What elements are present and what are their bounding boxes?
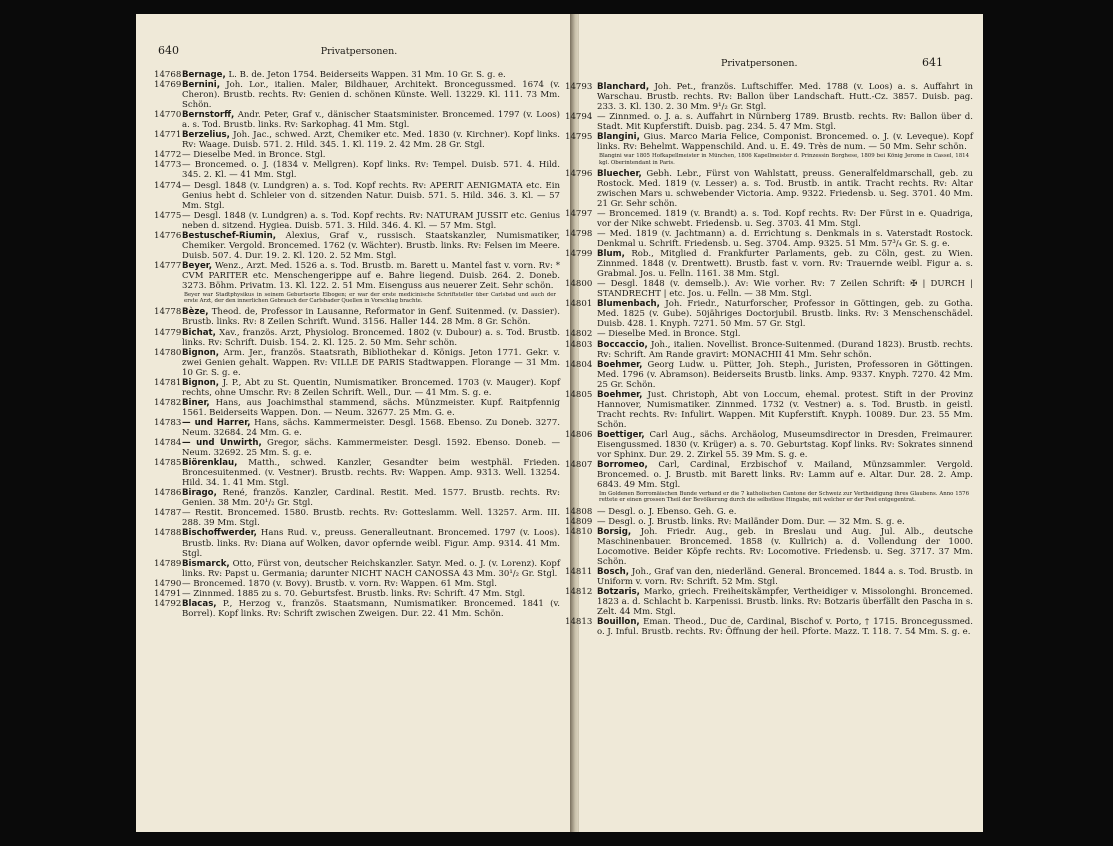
entry-description: Joh. Lor., italien. Maler, Bildhauer, Architekt. Broncegussmed. 1674 (v. Cheron). Brustb. rechts. Rv: Genien d. schönen Künste. Well. 13229. Kl. 111. 73 Mm. Schön. (182, 80, 560, 111)
catalog-entry (154, 180, 560, 211)
entry-name: Bèze, (182, 307, 209, 318)
catalog-entry (565, 82, 973, 113)
entry-name: Bosch, (597, 566, 630, 577)
left-page-header (158, 44, 560, 70)
page-number: 641 (922, 56, 943, 69)
entry-number: 14792 (154, 598, 182, 609)
catalog-entry (154, 160, 560, 181)
entry-number: 14776 (154, 230, 182, 241)
entry-name: Bouillon, (597, 617, 640, 628)
entry-number: 14800 (565, 279, 593, 290)
catalog-entry (565, 168, 973, 209)
entry-name: Bestuschef-Riumin, (182, 230, 276, 241)
entry-description: Joh. Friedr., Naturforscher, Professor in Göttingen, geb. zu Gotha. Med. 1825 (v. Gube). 50jähriges Doctorjubil. Brustb. links. Rv: 3 Menschenschädel. Duisb. 428. 1. Knyph. 7271. 50 Mm. 57 Gr. Stgl. (597, 299, 973, 330)
catalog-entry (154, 210, 560, 231)
entry-description: — Dieselbe Med. in Bronce. Stgl. (597, 329, 741, 340)
entry-name: — und Harrer, (182, 417, 251, 428)
entry-description: Gius. Marco Maria Felice, Componist. Broncemed. o. J. (v. Leveque). Kopf links. Rv: Behelmt. Wappenschild. And. u. E. 49. Très de num. — 50 Mm. Sehr schön. (597, 132, 973, 153)
entry-name: Blangini, (597, 132, 640, 143)
entry-number: 14801 (565, 299, 593, 310)
entry-number: 14789 (154, 558, 182, 569)
entry-number: 14804 (565, 359, 593, 370)
catalog-entry (565, 208, 973, 229)
catalog-entry (154, 458, 560, 489)
entry-description: Hans Rud. v., preuss. Generalleutnant. Broncemed. 1797 (v. Loos). Brustb. links. Rv: Diana auf Wolken, davor opfernde weibl. Figur. Amp. 9314. 41 Mm. Stgl. (182, 528, 560, 559)
entry-number: 14777 (154, 260, 182, 271)
entry-number: 14791 (154, 588, 182, 599)
entry-number: 14796 (565, 168, 593, 179)
entry-description: — Broncemed. 1819 (v. Brandt) a. s. Tod. Kopf rechts. Rv: Der Fürst in e. Quadriga, vor der Nike schwebt. Friedensb. u. Seg. 3703. 41 Mm. Stgl. (597, 208, 973, 229)
entry-name: Biner, (182, 397, 210, 408)
entry-description: — Broncemed. 1870 (v. Bovy). Brustb. v. vorn. Rv: Wappen. 61 Mm. Stgl. (182, 578, 497, 589)
entry-description: — Desgl. o. J. Brustb. links. Rv: Mailänder Dom. Dur. — 32 Mm. S. g. e. (597, 516, 905, 527)
entry-number: 14798 (565, 229, 593, 240)
footnote: Im Goldenen Borromäischen Bunde verband er die 7 katholischen Cantone der Schweiz zur Vertheidigung ihres Glaubens. Anno 1576 rettete er einen grossen Theil der Bevölkerung durch die selbstlose Hingabe, mit welcher er der Pest entgegentrat. (599, 491, 969, 504)
catalog-entry (154, 438, 560, 459)
footnote: Beyer war Stadtphysikus in seinem Geburtsorte Elbogen; er war der erste medicinische Schriftsteller über Carlsbad und auch der erste Arzt, der den innerlichen Gebrauch der Carlsbader Quellen in Vorschlag brachte. (184, 292, 556, 305)
entry-name: Blacas, (182, 598, 217, 609)
catalog-entry (154, 588, 560, 599)
catalog-entry (154, 110, 560, 131)
entry-number: 14779 (154, 327, 182, 338)
entry-description: Joh. Jac., schwed. Arzt, Chemiker etc. Med. 1830 (v. Kirchner). Kopf links. Rv: Waage. Duisb. 571. 2. Hild. 345. 1. Kl. 119. 2. 42 Mm. 28 Gr. Stgl. (182, 130, 560, 151)
entry-name: Bernstorff, (182, 110, 235, 121)
catalog-entry (565, 429, 973, 461)
entry-number: 14807 (565, 460, 593, 471)
entry-description: Alexius, Graf v., russisch. Staatskanzler, Numismatiker, Chemiker. Vergold. Broncemed. 1762 (v. Wächter). Brustb. links. Rv: Felsen im Meere. Duisb. 507. 4. Dur. 19. 2. Kl. 120. 2. 52 Mm. Stgl. (182, 230, 560, 261)
entry-number: 14805 (565, 389, 593, 400)
left-page (136, 14, 574, 832)
catalog-entry (565, 249, 973, 280)
entry-number: 14768 (154, 70, 182, 80)
entry-description: Otto, Fürst von, deutscher Reichskanzler. Satyr. Med. o. J. (v. Lorenz). Kopf links. Rv: Papst u. Germania; darunter NICHT NACH CANOSSA 43 Mm. 30¹/₂ Gr. Stgl. (182, 558, 560, 579)
entry-description: P., Herzog v., französ. Staatsmann, Numismatiker. Broncemed. 1841 (v. Borrel). Kopf links. Rv: Schrift zwischen Zweigen. Dur. 22. 41 Mm. Schön. (182, 598, 560, 619)
entry-number: 14773 (154, 160, 182, 171)
entry-name: Biörenklau, (182, 458, 238, 469)
entry-name: Blumenbach, (597, 299, 660, 310)
catalog-entry (154, 80, 560, 111)
entry-description: L. B. de. Jeton 1754. Beiderseits Wappen. 31 Mm. 10 Gr. S. g. e. (225, 70, 506, 80)
entry-number: 14783 (154, 417, 182, 428)
entry-number: 14795 (565, 132, 593, 143)
entry-description: — Desgl. 1848 (v. Lundgren) a. s. Tod. Kopf rechts. Rv: APERIT AENIGMATA etc. Ein Genius hebt d. Schleier von d. sitzenden Natur. Duisb. 571. 5. Hild. 346. 3. Kl. — 57 Mm. Stgl. (182, 180, 560, 211)
entry-number: 14812 (565, 587, 593, 598)
entry-description: Gebh. Lebr., Fürst von Wahlstatt, preuss. Generalfeldmarschall, geb. zu Rostock. Med. 1819 (v. Lesser) a. s. Tod. Brustb. in antik. Tracht rechts. Rv: Altar zwischen Mars u. schwebender Victoria. Amp. 9322. Friedensb. u. Seg. 3701. 40 Mm. 21 Gr. Sehr schön. (597, 168, 973, 209)
entry-number: 14785 (154, 458, 182, 469)
catalog-entry (565, 339, 973, 360)
entry-description: Joh. Pet., französ. Luftschiffer. Med. 1788 (v. Loos) a. s. Auffahrt in Warschau. Brustb. rechts. Rv: Ballon über Landschaft. Hutt.-Cz. 3857. Duisb. pag. 233. 3. Kl. 130. 2. 30 Mm. 9¹/₂ Gr. Stgl. (597, 82, 973, 113)
catalog-entry (154, 377, 560, 398)
entry-description: — Dieselbe Med. in Bronce. Stgl. (182, 150, 326, 161)
entry-number: 14811 (565, 566, 593, 577)
entry-number: 14787 (154, 508, 182, 519)
catalog-entry (565, 299, 973, 330)
entry-name: Berzelius, (182, 130, 230, 141)
catalog-entry (154, 307, 560, 328)
left-page-body (154, 70, 560, 619)
entry-description: Xav., französ. Arzt, Physiolog. Broncemed. 1802 (v. Dubour) a. s. Tod. Brustb. links. Rv: Schrift. Duisb. 154. 2. Kl. 125. 2. 50 Mm. Sehr schön. (182, 327, 560, 348)
entry-description: — Zinnmed. 1885 zu s. 70. Geburtsfest. Brustb. links. Rv: Schrift. 47 Mm. Stgl. (182, 588, 526, 599)
entry-name: Borsig, (597, 526, 632, 537)
entry-number: 14806 (565, 429, 593, 440)
entry-number: 14770 (154, 110, 182, 121)
catalog-entry (565, 359, 973, 390)
catalog-entry (154, 488, 560, 509)
entry-description: Georg Ludw. u. Pütter, Joh. Steph., Juristen, Professoren in Göttingen. Med. 1796 (v. Abramson). Beiderseits Brustb. links. Amp. 9337. Knyph. 7270. 42 Mm. 25 Gr. Schön. (597, 359, 973, 390)
entry-number: 14788 (154, 528, 182, 539)
catalog-entry (565, 229, 973, 250)
entry-number: 14774 (154, 180, 182, 191)
entry-number: 14810 (565, 526, 593, 537)
catalog-entry (565, 460, 973, 491)
entry-number: 14786 (154, 488, 182, 499)
entry-description: Theod. de, Professor in Lausanne, Reformator in Genf. Suitenmed. (v. Dassier). Brustb. links. Rv: 8 Zeilen Schrift. Wund. 3156. Haller 144. 28 Mm. 8 Gr. Schön. (182, 307, 560, 328)
entry-number: 14780 (154, 347, 182, 358)
entry-number: 14771 (154, 130, 182, 141)
catalog-entry (154, 508, 560, 529)
entry-name: Bernage, (182, 70, 226, 80)
entry-description: Gregor, sächs. Kammermeister. Desgl. 1592. Ebenso. Doneb. — Neum. 32692. 25 Mm. S. g. e. (182, 438, 560, 459)
catalog-entry (154, 578, 560, 589)
page-number: 640 (158, 44, 179, 57)
entry-description: Joh., Graf van den, niederländ. General. Broncemed. 1844 a. s. Tod. Brustb. in Uniform v. vorn. Rv: Schrift. 52 Mm. Stgl. (597, 566, 973, 587)
entry-description: Wenz., Arzt. Med. 1526 a. s. Tod. Brustb. m. Barett u. Mantel fast v. vorn. Rv: * CVM PARITER etc. Menschengerippe auf e. Bahre liegend. Duisb. 264. 2. Doneb. 3273. Böhm. Privatm. 13. Kl. 122. 2. 51 Mm. Eisenguss aus neuerer Zeit. Sehr schön. (182, 260, 560, 291)
entry-number: 14784 (154, 438, 182, 449)
catalog-entry (565, 389, 973, 430)
entry-name: Boettiger, (597, 429, 645, 440)
entry-number: 14793 (565, 82, 593, 92)
right-page-body (565, 82, 973, 638)
entry-description: Rob., Mitglied d. Frankfurter Parlaments, geb. zu Cöln, gest. zu Wien. Zinnmed. 1848 (v. Drentwett). Brustb. fast v. vorn. Rv: Trauernde weibl. Figur a. s. Grabmal. Jos. u. Felln. 1161. 38 Mm. Stgl. (597, 249, 973, 280)
entry-description: Hans, aus Joachimsthal stammend, sächs. Münzmeister. Kupf. Raitpfennig 1561. Beiderseits Wappen. Don. — Neum. 32677. 25 Mm. G. e. (182, 397, 560, 418)
catalog-entry (565, 329, 973, 340)
entry-name: Blum, (597, 249, 625, 260)
catalog-entry (565, 587, 973, 618)
catalog-entry (154, 130, 560, 151)
entry-name: Bichat, (182, 327, 216, 338)
entry-description: Carl Aug., sächs. Archäolog, Museumsdirector in Dresden, Freimaurer. Eisengussmed. 1830 (v. Krüger) a. s. 70. Geburtstag. Kopf links. Rv: Sokrates sinnend vor Sphinx. Dur. 29. 2. Zirkel 55. 39 Mm. S. g. e. (597, 429, 973, 461)
catalog-entry (565, 112, 973, 133)
catalog-entry (565, 526, 973, 567)
catalog-entry (565, 617, 973, 638)
entry-description: Carl, Cardinal, Erzbischof v. Mailand, Münzsammler. Vergold. Broncemed. o. J. Brustb. mit Barett links. Rv: Lamm auf e. Altar. Dur. 28. 2. Amp. 6843. 49 Mm. Stgl. (597, 460, 973, 491)
entry-name: — und Unwirth, (182, 438, 262, 449)
entry-number: 14802 (565, 329, 593, 340)
entry-number: 14799 (565, 249, 593, 260)
entry-name: Bischoffwerder, (182, 528, 257, 539)
entry-description: — Desgl. o. J. Ebenso. Geh. G. e. (597, 506, 737, 517)
entry-description: Joh. Friedr. Aug., geb. in Breslau und Aug. Jul. Alb., deutsche Maschinenbauer. Broncemed. 1858 (v. Kullrich) a. d. Vollendung der 1000. Locomotive. Beider Köpfe rechts. Rv: Locomotive. Friedensb. u. Seg. 3717. 37 Mm. Schön. (597, 526, 973, 567)
right-page-header (593, 56, 973, 82)
catalog-entry (154, 150, 560, 161)
entry-name: Boccaccio, (597, 339, 648, 350)
entry-name: Boehmer, (597, 389, 643, 400)
entry-number: 14790 (154, 578, 182, 589)
entry-number: 14772 (154, 150, 182, 161)
right-page (565, 14, 983, 832)
catalog-entry (154, 598, 560, 619)
entry-name: Blanchard, (597, 82, 650, 92)
catalog-entry (565, 132, 973, 153)
entry-description: Marko, griech. Freiheitskämpfer, Vertheidiger v. Missolonghi. Broncemed. 1823 a. d. Schlacht b. Karpenissi. Brustb. links. Rv: Botzaris überfällt den Pascha in s. Zelt. 44 Mm. Stgl. (597, 587, 973, 618)
entry-number: 14813 (565, 617, 593, 628)
entry-name: Birago, (182, 488, 217, 499)
entry-description: Matth., schwed. Kanzler, Gesandter beim westphäl. Frieden. Broncesuitenmed. (v. Vestner). Brustb. rechts. Rv: Wappen. Amp. 9313. Well. 13254. Hild. 34. 1. 41 Mm. Stgl. (182, 458, 560, 489)
entry-number: 14794 (565, 112, 593, 123)
catalog-entry (154, 260, 560, 291)
entry-description: René, französ. Kanzler, Cardinal. Restit. Med. 1577. Brustb. rechts. Rv: Genien. 38 Mm. 20¹/₂ Gr. Stgl. (182, 488, 560, 509)
catalog-entry (154, 528, 560, 559)
running-head: Privatpersonen. (721, 58, 798, 69)
entry-name: Boehmer, (597, 359, 643, 370)
entry-number: 14775 (154, 210, 182, 221)
entry-description: Arm. Jer., französ. Staatsrath, Bibliothekar d. Königs. Jeton 1771. Gekr. v. zwei Genien gehalt. Wappen. Rv: VILLE DE PARIS Stadtwappen. Florange — 31 Mm. 10 Gr. S. g. e. (182, 347, 560, 378)
catalog-entry (565, 279, 973, 300)
entry-description: — Zinnmed. o. J. a. s. Auffahrt in Nürnberg 1789. Brustb. rechts. Rv: Ballon über d. Stadt. Mit Kupferstift. Duisb. pag. 234. 5. 47 Mm. Stgl. (597, 112, 973, 133)
entry-number: 14808 (565, 506, 593, 517)
entry-number: 14782 (154, 397, 182, 408)
catalog-entry (565, 566, 973, 587)
entry-description: — Med. 1819 (v. Jachtmann) a. d. Errichtung s. Denkmals in s. Vaterstadt Rostock. Denkmal u. Schrift. Friedensb. u. Seg. 3704. Amp. 9325. 51 Mm. 57³/₄ Gr. S. g. e. (597, 229, 973, 250)
entry-number: 14778 (154, 307, 182, 318)
footnote: Blangini war 1805 Hofkapellmeister in München, 1806 Kapellmeister d. Prinzessin Borghese, 1809 bei König Jerome in Cassel, 1814 kgl. Oberintendant in Paris. (599, 153, 969, 166)
entry-number: 14781 (154, 377, 182, 388)
entry-description: J. P., Abt zu St. Quentin, Numismatiker. Broncemed. 1703 (v. Mauger). Kopf rechts, ohne Umschr. Rv: 8 Zeilen Schrift. Well., Dur. — 41 Mm. S. g. e. (182, 377, 560, 398)
catalog-entry (154, 417, 560, 438)
catalog-entry (154, 230, 560, 261)
catalog-entry (154, 347, 560, 378)
entry-description: — Desgl. 1848 (v. Lundgren) a. s. Tod. Kopf rechts. Rv: NATURAM JUSSIT etc. Genius neben d. sitzend. Hygiea. Duisb. 571. 3. Hild. 346. 4. Kl. — 57 Mm. Stgl. (182, 210, 560, 231)
catalog-entry (154, 558, 560, 579)
running-head: Privatpersonen. (320, 46, 398, 57)
entry-number: 14769 (154, 80, 182, 91)
entry-description: Just. Christoph, Abt von Loccum, ehemal. protest. Stift in der Provinz Hannover, Numismatiker. Zinnmed. 1732 (v. Vestner) a. s. Tod. Brustb. in geistl. Tracht rechts. Rv: Infulirt. Wappen. Mit Kupferstift. Knyph. 10089. Dur. 23. 55 Mm. Schön. (597, 389, 973, 430)
entry-description: — Desgl. 1848 (v. demselb.). Av: Wie vorher. Rv: 7 Zeilen Schrift: ✠ | DURCH | STANDRECHT | etc. Jos. u. Felln. — 38 Mm. Stgl. (597, 279, 973, 300)
entry-name: Beyer, (182, 260, 213, 271)
entry-description: Hans, sächs. Kammermeister. Desgl. 1568. Ebenso. Zu Doneb. 3277. Neum. 32684. 24 Mm. G. e. (182, 417, 560, 438)
entry-description: — Broncemed. o. J. (1834 v. Mellgren). Kopf links. Rv: Tempel. Duisb. 571. 4. Hild. 345. 2. Kl. — 41 Mm. Stgl. (182, 160, 560, 181)
entry-name: Bernini, (182, 80, 221, 91)
entry-name: Botzaris, (597, 587, 640, 598)
entry-description: Joh., italien. Novellist. Bronce-Suitenmed. (Durand 1823). Brustb. rechts. Rv: Schrift. Am Rande gravirt: MONACHII 41 Mm. Sehr schön. (597, 339, 973, 360)
entry-description: Andr. Peter, Graf v., dänischer Staatsminister. Broncemed. 1797 (v. Loos) a. s. Tod. Brustb. links. Rv: Sarkophag. 41 Mm. Stgl. (182, 110, 560, 131)
entry-name: Borromeo, (597, 460, 648, 471)
entry-name: Bismarck, (182, 558, 230, 569)
entry-number: 14797 (565, 208, 593, 219)
entry-number: 14809 (565, 516, 593, 527)
catalog-entry (565, 506, 973, 517)
catalog-entry (154, 327, 560, 348)
entry-name: Bignon, (182, 347, 220, 358)
entry-name: Bignon, (182, 377, 220, 388)
entry-description: Eman. Theod., Duc de, Cardinal, Bischof v. Porto, † 1715. Broncegussmed. o. J. Inful. Brustb. rechts. Rv: Öffnung der heil. Pforte. Mazz. T. 118. 7. 54 Mm. S. g. e. (597, 617, 973, 638)
entry-description: — Restit. Broncemed. 1580. Brustb. rechts. Rv: Gotteslamm. Well. 13257. Arm. III. 288. 39 Mm. Stgl. (182, 508, 560, 529)
catalog-entry (565, 516, 973, 527)
catalog-entry (154, 397, 560, 418)
entry-number: 14803 (565, 339, 593, 350)
catalog-entry (154, 70, 560, 80)
entry-name: Bluecher, (597, 168, 642, 179)
